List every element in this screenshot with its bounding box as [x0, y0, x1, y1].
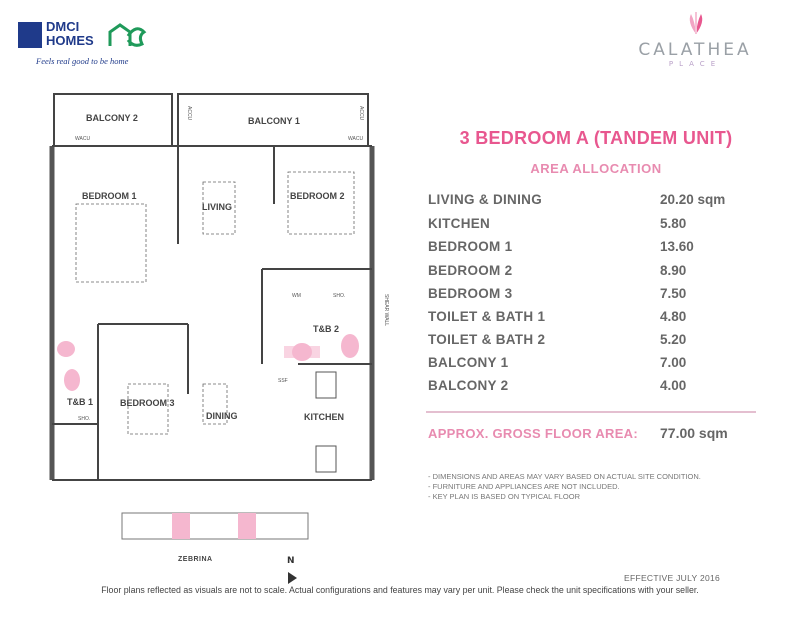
label-balcony-2: BALCONY 2	[86, 113, 138, 123]
toilet-1	[64, 369, 80, 391]
label-wm: WM	[292, 293, 301, 299]
area-allocation-heading: AREA ALLOCATION	[530, 161, 662, 176]
area-label: BALCONY 1	[428, 355, 509, 370]
kitchen-sink	[316, 372, 336, 398]
effective-date: EFFECTIVE JULY 2016	[624, 573, 721, 583]
dmci-homes-logo	[18, 16, 178, 68]
bed-3	[128, 384, 168, 434]
label-tb-2: T&B 2	[313, 324, 340, 334]
area-label: BEDROOM 2	[428, 263, 513, 278]
area-value: 8.90	[660, 263, 687, 278]
north-arrow-icon	[287, 548, 309, 568]
floor-plan	[38, 84, 400, 492]
project-name: CALATHEA	[638, 40, 752, 60]
label-sho-2: SHO.	[333, 293, 346, 299]
lavatory-1	[57, 341, 75, 357]
area-value: 5.20	[660, 332, 687, 347]
area-value: 4.80	[660, 309, 687, 324]
area-value: 4.00	[660, 378, 687, 393]
label-sho-1: SHO.	[78, 416, 91, 422]
house-icon	[108, 22, 148, 48]
label-wacu-2: WACU	[348, 136, 364, 142]
area-label: BEDROOM 3	[428, 286, 513, 301]
cooktop	[316, 446, 336, 472]
arrow-icon	[287, 571, 299, 585]
label-living: LIVING	[202, 202, 233, 212]
calathea-place-logo	[625, 10, 765, 70]
area-label: TOILET & BATH 1	[428, 309, 546, 324]
label-balcony-1: BALCONY 1	[248, 116, 300, 126]
dmci-emblem-icon	[18, 22, 42, 48]
note: - KEY PLAN IS BASED ON TYPICAL FLOOR	[428, 492, 580, 501]
project-subname: PLACE	[668, 60, 722, 68]
note: - FURNITURE AND APPLIANCES ARE NOT INCLUDED.	[428, 482, 620, 491]
label-shear-wall: SHEAR WALL	[383, 294, 389, 327]
label-accu-2: ACCU	[358, 106, 364, 121]
area-label: KITCHEN	[428, 216, 491, 231]
divider	[426, 411, 756, 413]
area-value: 7.50	[660, 286, 687, 301]
bed-2	[288, 172, 354, 234]
disclaimer: Floor plans reflected as visuals are not to scale. Actual configurations and features may vary per unit. Please check the unit specifications with your seller.	[101, 585, 699, 595]
unit-title: 3 BEDROOM A (TANDEM UNIT)	[459, 128, 733, 148]
area-label: BALCONY 2	[428, 378, 509, 393]
label-bedroom-3: BEDROOM 3	[120, 398, 175, 408]
north-label: N	[287, 556, 295, 566]
label-dining: DINING	[206, 411, 238, 421]
dmci-homes: HOMES	[46, 33, 94, 48]
label-ssf: SSF	[278, 378, 288, 384]
bed-1	[76, 204, 146, 282]
key-plan-label: ZEBRINA	[178, 556, 213, 563]
toilet-2	[341, 334, 359, 358]
area-label: TOILET & BATH 2	[428, 332, 546, 347]
label-tb-1: T&B 1	[67, 397, 94, 407]
area-label: LIVING & DINING	[428, 192, 543, 207]
dmci-tagline: Feels real good to be home	[36, 56, 129, 66]
label-wacu-1: WACU	[75, 136, 91, 142]
label-accu-1: ACCU	[186, 106, 192, 121]
label-bedroom-1: BEDROOM 1	[82, 191, 137, 201]
key-plan	[120, 505, 310, 545]
gross-floor-area-label: APPROX. GROSS FLOOR AREA:	[428, 426, 638, 441]
area-value: 5.80	[660, 216, 687, 231]
label-kitchen: KITCHEN	[304, 412, 344, 422]
label-bedroom-2: BEDROOM 2	[290, 191, 345, 201]
area-value: 7.00	[660, 355, 687, 370]
note: - DIMENSIONS AND AREAS MAY VARY BASED ON ACTUAL SITE CONDITION.	[428, 472, 701, 481]
area-value: 20.20 sqm	[660, 192, 726, 207]
gross-floor-area-value: 77.00 sqm	[660, 425, 728, 441]
area-label: BEDROOM 1	[428, 239, 513, 254]
area-value: 13.60	[660, 239, 694, 254]
dmci-name: DMCI	[46, 19, 80, 34]
flower-icon	[683, 10, 709, 36]
